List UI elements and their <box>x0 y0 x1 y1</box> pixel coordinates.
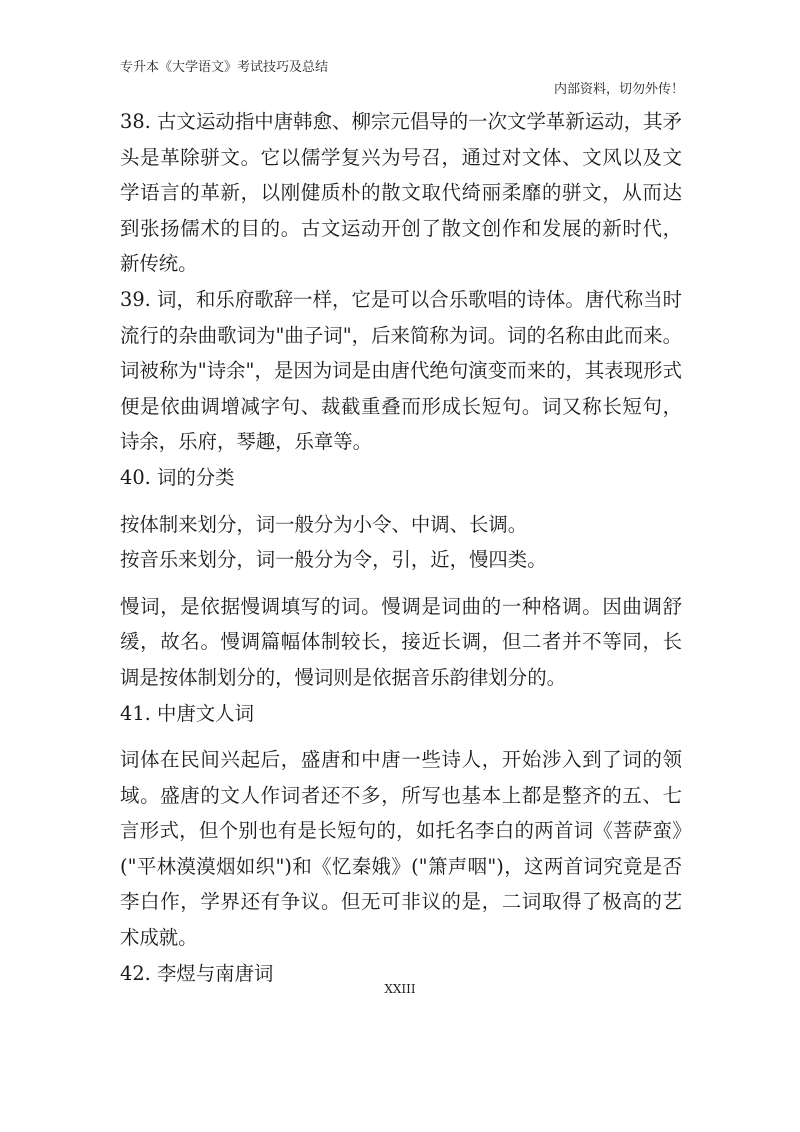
page-number: XXIII <box>384 982 416 996</box>
running-header-notice: 内部资料，切勿外传！ <box>554 82 685 97</box>
paragraph-by-music: 按音乐来划分，词一般分为令，引，近，慢四类。 <box>120 548 547 572</box>
page-body <box>120 104 682 991</box>
paragraph-by-form: 按体制来划分，词一般分为小令、中调、长调。 <box>120 512 528 536</box>
paragraph-zhongtang-ci: 词体在民间兴起后，盛唐和中唐一些诗人，开始涉入到了词的领域。盛唐的文人作词者还不多，所写也基本上都是整齐的五、七言形式，但个别也有是长短句的，如托名李白的两首词《菩萨蛮》("平林漠漠烟如织")和《忆秦娥》("箫声咽")，这两首词究竟是否李白作，学界还有争议。但无可非议的是，二词取得了极高的艺术成就。 <box>120 748 682 950</box>
paragraph-38-guwen-movement: 38. 古文运动指中唐韩愈、柳宗元倡导的一次文学革新运动，其矛头是革除骈文。它以儒学复兴为号召，通过对文体、文风以及文学语言的革新，以刚健质朴的散文取代绮丽柔靡的骈文，从而达到张扬儒术的目的。古文运动开创了散文创作和发展的新时代，新传统。 <box>120 110 682 276</box>
heading-42-liyu-nantang-ci: 42. 李煜与南唐词 <box>120 961 274 985</box>
running-header-title: 专升本《大学语文》考试技巧及总结 <box>120 60 329 75</box>
paragraph-39-ci-definition: 39. 词，和乐府歌辞一样，它是可以合乐歌唱的诗体。唐代称当时流行的杂曲歌词为"曲子词"，后来简称为词。词的名称由此而来。词被称为"诗余"，是因为词是由唐代绝句演变而来的，其表现形式便是依曲调增减字句、裁截重叠而形成长短句。词又称长短句，诗余，乐府，琴趣，乐章等。 <box>120 287 682 454</box>
heading-41-zhongtang-ci: 41. 中唐文人词 <box>120 701 254 725</box>
paragraph-manci: 慢词，是依据慢调填写的词。慢调是词曲的一种格调。因曲调舒缓，故名。慢调篇幅体制较长，接近长调，但二者并不等同，长调是按体制划分的，慢词则是依据音乐韵律划分的。 <box>120 594 682 689</box>
heading-40-ci-classification: 40. 词的分类 <box>120 465 235 489</box>
